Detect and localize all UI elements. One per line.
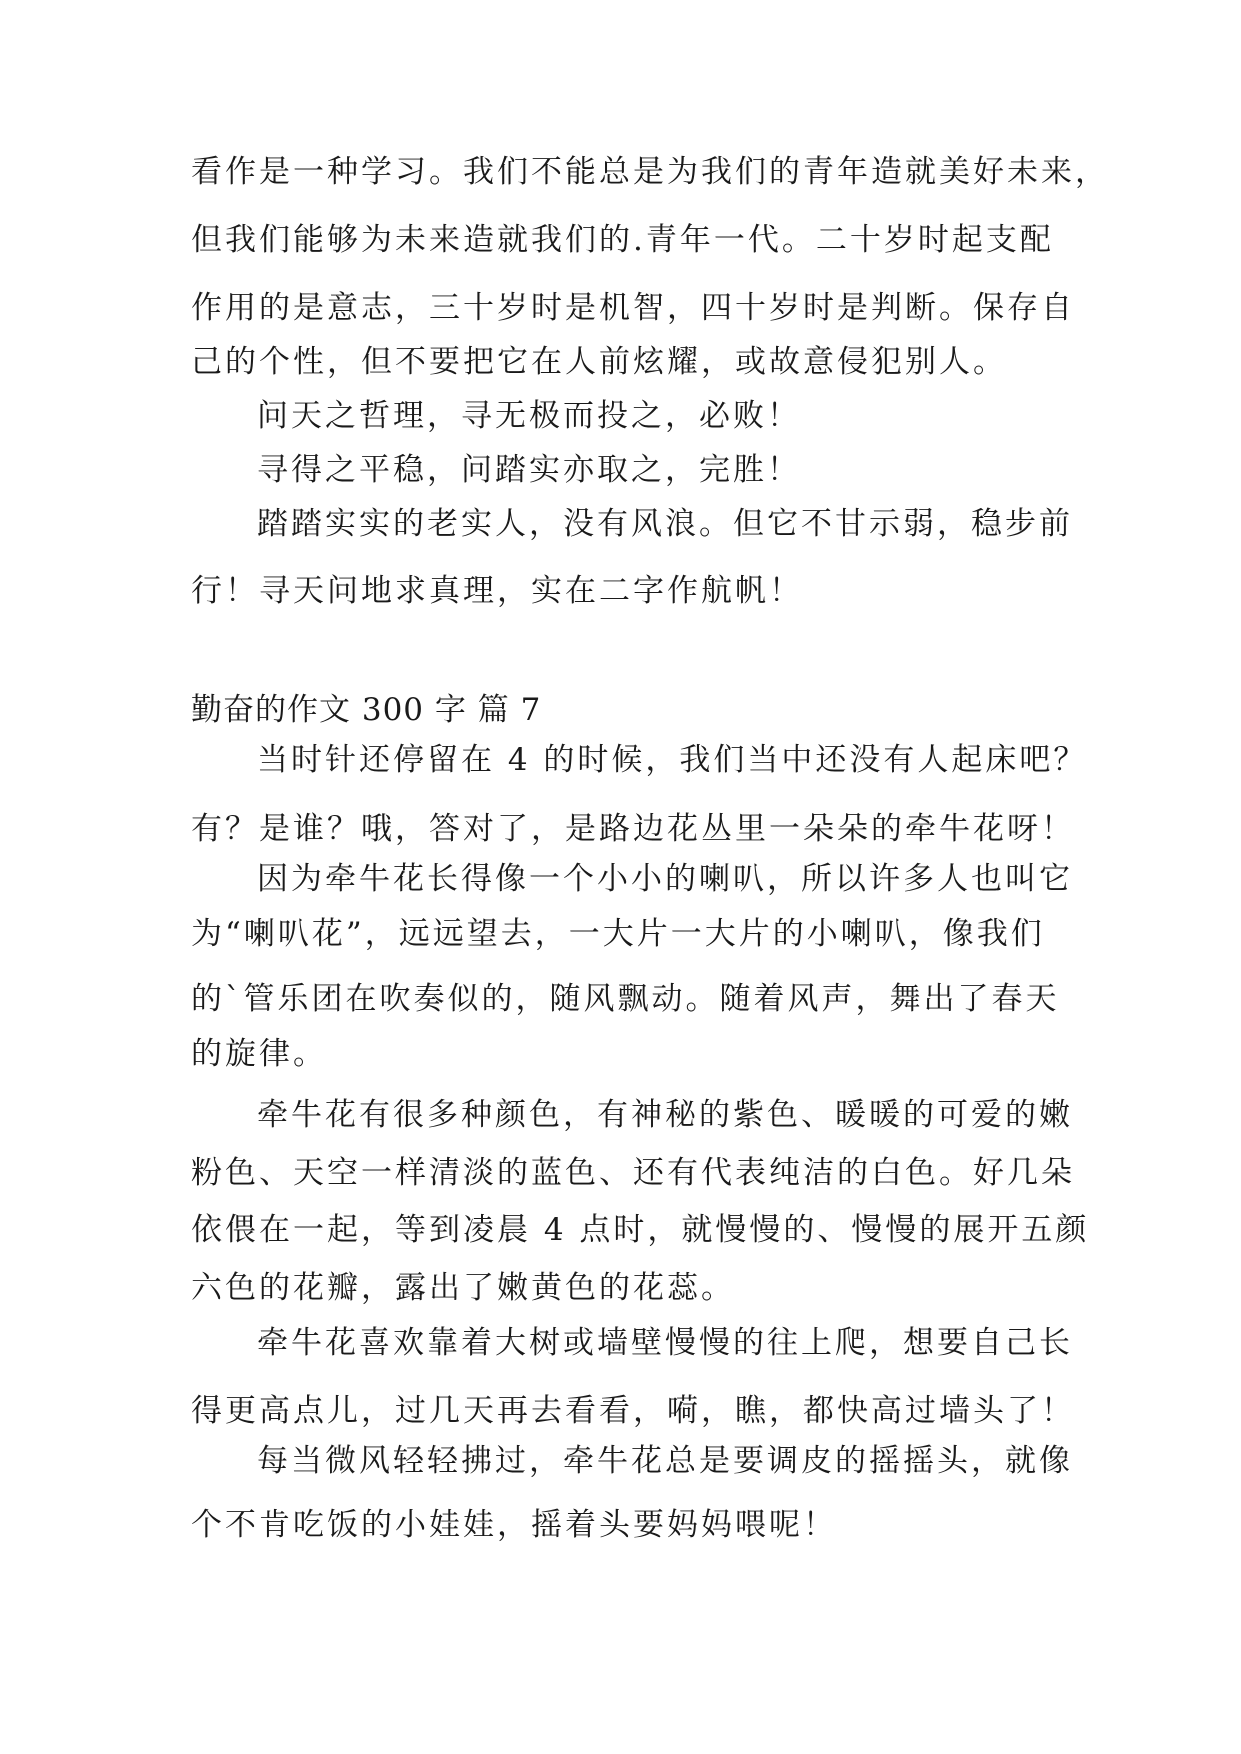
- verse-line: 寻得之平稳，问踏实亦取之，完胜！: [257, 452, 801, 488]
- text-line: 己的个性，但不要把它在人前炫耀，或故意侵犯别人。: [191, 344, 1007, 380]
- text-line: 因为牵牛花长得像一个小小的喇叭，所以许多人也叫它: [257, 861, 1073, 897]
- text-line: 牵牛花喜欢靠着大树或墙壁慢慢的往上爬，想要自己长: [257, 1325, 1073, 1361]
- text-line: 为“喇叭花”，远远望去，一大片一大片的小喇叭，像我们: [191, 916, 1045, 952]
- text-line: 的`管乐团在吹奏似的，随风飘动。随着风声，舞出了春天: [191, 981, 1060, 1017]
- text-line: 行！寻天问地求真理，实在二字作航帆！: [191, 573, 803, 609]
- section-heading: 勤奋的作文 300 字 篇 7: [191, 692, 542, 728]
- text-line: 当时针还停留在 4 的时候，我们当中还没有人起床吧？: [257, 742, 1088, 778]
- text-line: 作用的是意志，三十岁时是机智，四十岁时是判断。保存自: [191, 290, 1075, 326]
- text-line: 踏踏实实的老实人，没有风浪。但它不甘示弱，稳步前: [257, 506, 1073, 542]
- text-line: 六色的花瓣，露出了嫩黄色的花蕊。: [191, 1270, 735, 1306]
- text-line: 粉色、天空一样清淡的蓝色、还有代表纯洁的白色。好几朵: [191, 1155, 1075, 1191]
- text-line: 有？是谁？哦，答对了，是路边花丛里一朵朵的牵牛花呀！: [191, 811, 1075, 847]
- text-line: 牵牛花有很多种颜色，有神秘的紫色、暖暖的可爱的嫩: [257, 1097, 1073, 1133]
- text-line: 但我们能够为未来造就我们的.青年一代。二十岁时起支配: [191, 222, 1054, 258]
- verse-line: 问天之哲理，寻无极而投之，必败！: [257, 398, 801, 434]
- text-line: 个不肯吃饭的小娃娃，摇着头要妈妈喂呢！: [191, 1507, 837, 1543]
- text-line: 看作是一种学习。我们不能总是为我们的青年造就美好未来，: [191, 154, 1109, 190]
- text-line: 的旋律。: [191, 1036, 327, 1072]
- text-line: 每当微风轻轻拂过，牵牛花总是要调皮的摇摇头，就像: [257, 1443, 1073, 1479]
- text-line: 得更高点儿，过几天再去看看，嗬，瞧，都快高过墙头了！: [191, 1393, 1075, 1429]
- text-line: 依偎在一起，等到凌晨 4 点时，就慢慢的、慢慢的展开五颜: [191, 1212, 1090, 1248]
